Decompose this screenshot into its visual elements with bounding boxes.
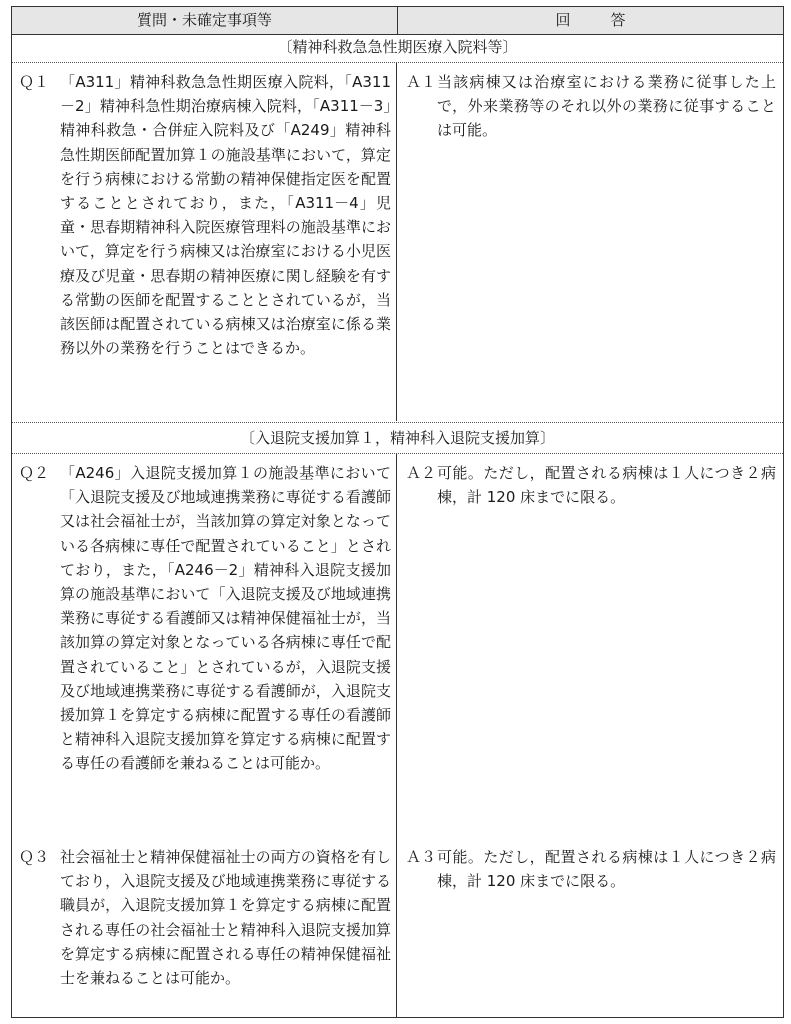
answer-label: Ａ１ (406, 73, 437, 91)
answer-label: Ａ３ (406, 848, 437, 866)
section-divider (12, 422, 783, 423)
section-title: 〔精神科救急急性期医療入院料等〕 (277, 38, 518, 56)
answer-label: Ａ２ (406, 464, 437, 482)
question-label: Ｑ２ (19, 464, 50, 482)
question-column-header: 質問・未確定事項等 (136, 11, 272, 29)
table-header (11, 6, 784, 35)
question-text: 社会福祉士と精神保健福祉士の両方の資格を有しており，入退院支援及び地域連携業務に専従する職員が，入退院支援加算１を算定する病棟に配置される専任の社会福祉士と精神科入退院支援加算を算定する病棟に配置される専任の精神保健福祉士を兼ねることは可能か。 (60, 848, 391, 988)
section-divider (12, 453, 783, 454)
answer-text: 当該病棟又は治療室における業務に従事した上で，外来業務等のそれ以外の業務に従事することは可能。 (437, 73, 776, 140)
section-divider (12, 62, 783, 63)
answer-text: 可能。ただし，配置される病棟は１人につき２病棟，計 120 床までに限る。 (437, 848, 776, 891)
answer-text: 可能。ただし，配置される病棟は１人につき２病棟，計 120 床までに限る。 (437, 464, 776, 507)
column-divider (396, 63, 397, 421)
question-text: 「A246」入退院支援加算１の施設基準において「入退院支援及び地域連携業務に専従する看護師又は社会福祉士が，当該加算の算定対象となっている各病棟に専任で配置されていること」とされており，また，「A246－2」精神科入退院支援加算の施設基準において「入退院支援及び地域連携業務に専従する看護師又は精神保健福祉士が，当該加算の算定対象となっている各病棟に専任で配置されていること」とされているが，入退院支援及び地域連携業務に専従する看護師が，入退院支援加算１を算定する病棟に配置する専任の看護師と精神科入退院支援加算を算定する病棟に配置する専任の看護師を兼ねることは可能か。 (60, 464, 391, 773)
answer-column-header: 回答 (397, 7, 783, 34)
question-label: Ｑ１ (19, 73, 50, 91)
section-title: 〔入退院支援加算１，精神科入退院支援加算〕 (239, 429, 555, 447)
question-label: Ｑ３ (19, 848, 50, 866)
question-text: 「A311」精神科救急急性期医療入院料，「A311－2」精神科急性期治療病棟入院料，「A311－3」精神科救急・合併症入院料及び「A249」精神科急性期医師配置加算１の施設基準において，算定を行う病棟における常勤の精神保健指定医を配置することとされており，また，「A311－4」児童・思春期精神科入院医療管理料の施設基準において，算定を行う病棟又は治療室における小児医療及び児童・思春期の精神医療に関し経験を有する常勤の医師を配置することとされているが，当該医師は配置されている病棟又は治療室に係る業務以外の業務を行うことはできるか。 (60, 73, 391, 358)
column-divider (396, 453, 397, 1018)
